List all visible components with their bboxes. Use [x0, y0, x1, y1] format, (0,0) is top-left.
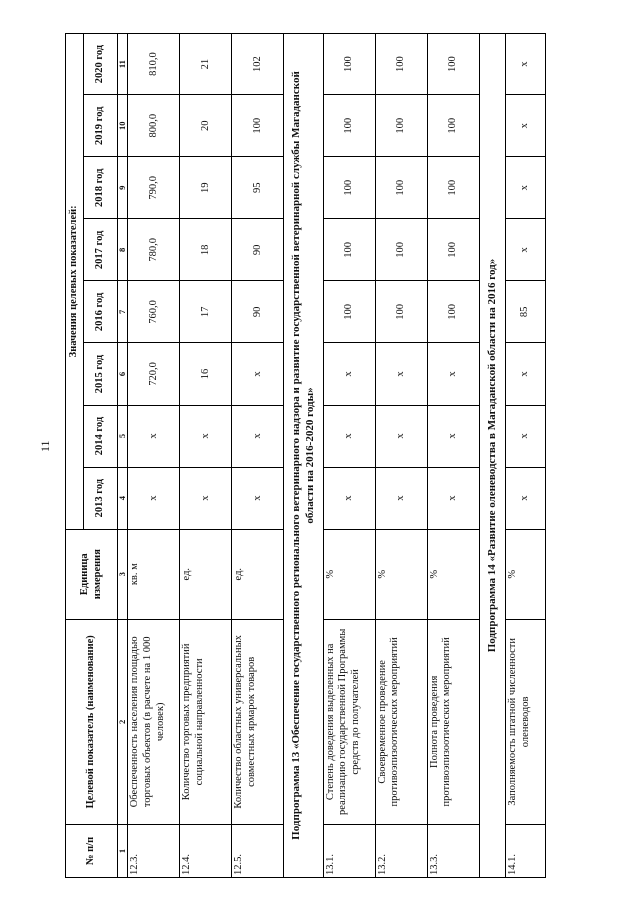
value-cell: x	[232, 467, 284, 529]
value-cell: 20	[180, 95, 232, 157]
unit-cell: %	[505, 529, 545, 619]
value-cell: x	[427, 405, 479, 467]
column-number: 2	[118, 619, 128, 824]
column-number: 1	[118, 824, 128, 877]
unit-cell: ед.	[232, 529, 284, 619]
table-row	[323, 34, 375, 878]
value-cell: x	[128, 405, 180, 467]
row-number: 13.1.	[323, 824, 375, 877]
value-cell: 100	[375, 281, 427, 343]
header-values: Значения целевых показателей:	[66, 34, 84, 530]
value-cell: 100	[232, 95, 284, 157]
column-number: 6	[118, 343, 128, 405]
header-year: 2019 год	[84, 95, 118, 157]
indicator-name: Количество областных универсальных совместных ярмарок товаров	[232, 619, 284, 824]
value-cell: 100	[323, 281, 375, 343]
value-cell: x	[505, 467, 545, 529]
subprogram-row	[284, 34, 323, 878]
value-cell: x	[505, 157, 545, 219]
table-row	[375, 34, 427, 878]
value-cell: x	[375, 467, 427, 529]
value-cell: 85	[505, 281, 545, 343]
header-unit: Единица измерения	[66, 529, 118, 619]
row-number: 12.4.	[180, 824, 232, 877]
value-cell: 17	[180, 281, 232, 343]
indicator-name: Степень доведения выделенных на реализацию государственной Программы средств до получателей	[323, 619, 375, 824]
value-cell: 100	[427, 281, 479, 343]
indicators-table	[65, 33, 546, 878]
row-number: 13.3.	[427, 824, 479, 877]
value-cell: 100	[375, 95, 427, 157]
header-year: 2020 год	[84, 34, 118, 95]
value-cell: 800,0	[128, 95, 180, 157]
value-cell: 16	[180, 343, 232, 405]
unit-cell: %	[375, 529, 427, 619]
value-cell: x	[375, 343, 427, 405]
value-cell: 810,0	[128, 34, 180, 95]
value-cell: x	[505, 219, 545, 281]
value-cell: x	[505, 405, 545, 467]
unit-cell: %	[323, 529, 375, 619]
indicator-name: Заполняемость штатной численности оленеводов	[505, 619, 545, 824]
page-number: 11	[38, 440, 52, 452]
value-cell: x	[375, 405, 427, 467]
value-cell: 760,0	[128, 281, 180, 343]
column-number: 7	[118, 281, 128, 343]
unit-cell: ед.	[180, 529, 232, 619]
value-cell: 100	[323, 219, 375, 281]
value-cell: 19	[180, 157, 232, 219]
value-cell: x	[505, 343, 545, 405]
header-year: 2018 год	[84, 157, 118, 219]
value-cell: 90	[232, 281, 284, 343]
value-cell: x	[232, 405, 284, 467]
indicator-name: Обеспеченность населения площадью торговых объектов (в расчете на 1 000 человек)	[128, 619, 180, 824]
column-number: 8	[118, 219, 128, 281]
value-cell: 100	[375, 157, 427, 219]
subprogram-title: Подпрограмма 13 «Обеспечение государственного регионального ветеринарного надзора и развитие государственной ветеринарной службы Магаданской области на 2016-2020 годы»	[284, 34, 323, 878]
value-cell: 100	[427, 95, 479, 157]
value-cell: 100	[323, 157, 375, 219]
value-cell: 100	[375, 219, 427, 281]
value-cell: x	[427, 343, 479, 405]
value-cell: x	[128, 467, 180, 529]
indicator-name: Своевременное проведение противоэпизоотических мероприятий	[375, 619, 427, 824]
value-cell: x	[180, 467, 232, 529]
table-row	[180, 34, 232, 878]
column-number: 4	[118, 467, 128, 529]
table-row	[505, 34, 545, 878]
value-cell: 100	[427, 219, 479, 281]
header-year: 2017 год	[84, 219, 118, 281]
value-cell: 100	[427, 34, 479, 95]
column-number: 10	[118, 95, 128, 157]
header-year: 2014 год	[84, 405, 118, 467]
value-cell: x	[323, 467, 375, 529]
subprogram-row	[479, 34, 505, 878]
column-number: 5	[118, 405, 128, 467]
value-cell: x	[505, 95, 545, 157]
column-number: 11	[118, 34, 128, 95]
subprogram-title: Подпрограмма 14 «Развитие оленеводства в Магаданской области на 2016 год»	[479, 34, 505, 878]
table-row	[232, 34, 284, 878]
column-number: 3	[118, 529, 128, 619]
column-number-row	[118, 34, 128, 878]
unit-cell: кв. м	[128, 529, 180, 619]
row-number: 14.1.	[505, 824, 545, 877]
value-cell: 100	[375, 34, 427, 95]
value-cell: x	[232, 343, 284, 405]
value-cell: x	[427, 467, 479, 529]
header-year: 2015 год	[84, 343, 118, 405]
value-cell: 102	[232, 34, 284, 95]
value-cell: 720,0	[128, 343, 180, 405]
value-cell: 790,0	[128, 157, 180, 219]
value-cell: 18	[180, 219, 232, 281]
value-cell: x	[505, 34, 545, 95]
indicator-name: Количество торговых предприятий социальной направленности	[180, 619, 232, 824]
unit-cell: %	[427, 529, 479, 619]
header-year: 2013 год	[84, 467, 118, 529]
table-row	[427, 34, 479, 878]
row-number: 12.5.	[232, 824, 284, 877]
header-year: 2016 год	[84, 281, 118, 343]
value-cell: 100	[323, 95, 375, 157]
indicator-name: Полнота проведения противоэпизоотических мероприятий	[427, 619, 479, 824]
value-cell: x	[323, 343, 375, 405]
value-cell: 95	[232, 157, 284, 219]
column-number: 9	[118, 157, 128, 219]
value-cell: 100	[323, 34, 375, 95]
row-number: 13.2.	[375, 824, 427, 877]
table-row	[128, 34, 180, 878]
value-cell: 90	[232, 219, 284, 281]
header-indicator: Целевой показатель (наименование)	[66, 619, 118, 824]
header-number: № п/п	[66, 824, 118, 877]
value-cell: 21	[180, 34, 232, 95]
value-cell: 780,0	[128, 219, 180, 281]
rotated-table-container	[65, 33, 623, 878]
row-number: 12.3.	[128, 824, 180, 877]
value-cell: x	[323, 405, 375, 467]
value-cell: x	[180, 405, 232, 467]
value-cell: 100	[427, 157, 479, 219]
